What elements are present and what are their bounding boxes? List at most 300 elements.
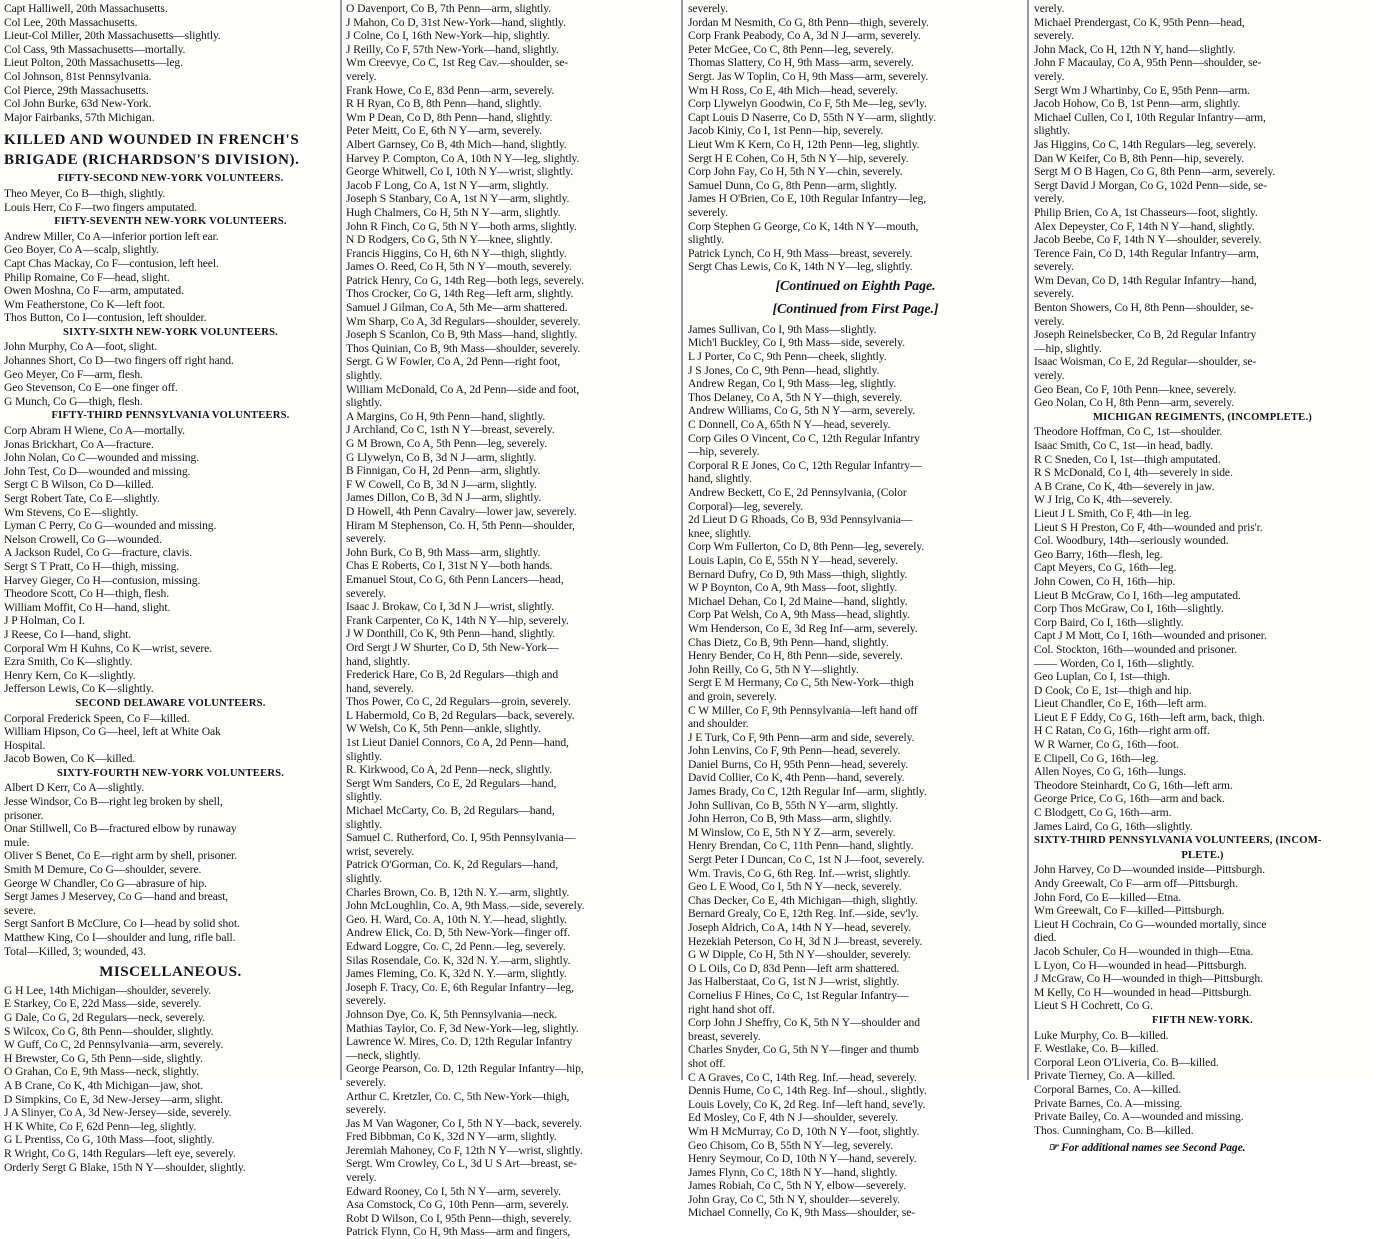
- list-item: William Moffit, Co H—hand, slight.: [4, 600, 171, 614]
- list-item: George Price, Co G, 16th—arm and back.: [1034, 792, 1225, 806]
- list-item: Thos Quinian, Co B, 9th Mass—shoulder, severely.: [346, 341, 581, 355]
- list-item: Jas Higgins, Co C, 14th Regulars—leg, severely.: [1034, 137, 1256, 151]
- list-item: E Starkey, Co E, 22d Mass—side, severely.: [4, 997, 202, 1011]
- list-item: Sergt Wm J Whartinby, Co E, 95th Penn—arm.: [1034, 83, 1250, 97]
- list-item: Patrick Lynch, Co H, 9th Mass—breast, severely.: [688, 246, 913, 260]
- list-item: Private Bailey, Co. A—wounded and missing.: [1034, 1110, 1244, 1124]
- list-item: Nelson Crowell, Co G—wounded.: [4, 532, 162, 546]
- list-item: Corp Stephen G George, Co K, 14th N Y—mouth,: [688, 219, 919, 233]
- list-item: Corp Giles O Vincent, Co C, 12th Regular Infantry: [688, 431, 920, 445]
- list-item: M Winslow, Co E, 5th N Y Z—arm, severely.: [688, 825, 896, 839]
- list-item: W J Irig, Co K, 4th—severely.: [1034, 493, 1173, 507]
- list-item: Col Cass, 9th Massachusetts—mortally.: [4, 42, 186, 56]
- list-item: hand, slightly.: [346, 654, 410, 668]
- list-item: Alex Depeyster, Co F, 14th N Y—hand, slightly.: [1034, 219, 1255, 233]
- list-item: Henry Kern, Co K—slightly.: [4, 668, 136, 682]
- list-item: Michael Dehan, Co I, 2d Maine—hand, slightly.: [688, 594, 908, 608]
- list-item: David Collier, Co K, 4th Penn—hand, severely.: [688, 771, 905, 785]
- list-item: James Dillon, Co B, 3d N J—arm, slightly.: [346, 491, 542, 505]
- list-item: verely.: [1034, 2, 1065, 15]
- list-item: Sergt H E Cohen, Co H, 5th N Y—hip, severely.: [688, 151, 909, 165]
- list-item: O L Oils, Co D, 83d Penn—left arm shattered.: [688, 961, 900, 975]
- list-item: G Dale, Co G, 2d Regulars—neck, severely.: [4, 1010, 206, 1024]
- list-item: J Reilly, Co F, 57th New-York—hand, slightly.: [346, 42, 559, 56]
- list-item: slightly.: [1034, 124, 1071, 138]
- heading-5th-ny: FIFTH NEW-YORK.: [1152, 1014, 1253, 1026]
- column-1: [0, 0, 340, 1174]
- list-item: verely.: [1034, 369, 1065, 383]
- list-item: Edward Loggre, Co. C, 2d Penn.—leg, severely.: [346, 939, 566, 953]
- list-item: Total—Killed, 3; wounded, 43.: [4, 944, 146, 958]
- section-heading-line-1: KILLED AND WOUNDED IN FRENCH'S: [4, 132, 300, 149]
- list-item: Sergt E M Hermany, Co C, 5th New-York—thigh: [688, 676, 914, 690]
- list-item: Geo Chisom, Co B, 55th N Y—leg, severely.: [688, 1138, 893, 1152]
- list-item: Wm H Ross, Co E, 4th Mich—head, severely.: [688, 83, 898, 97]
- list-item: Jacob Kiniy, Co I, 1st Penn—hip, severely.: [688, 124, 884, 138]
- list-item: Lyman C Perry, Co G—wounded and missing.: [4, 519, 217, 533]
- list-item: James Robiah, Co C, 5th N Y, elbow—severely.: [688, 1179, 907, 1193]
- list-item: Joseph Aldrich, Co A, 14th N Y—head, severely.: [688, 921, 912, 934]
- list-item: Sergt S T Pratt, Co H—thigh, missing.: [4, 559, 180, 573]
- list-item: prisoner.: [4, 808, 44, 822]
- list-michigan: [1034, 425, 1371, 833]
- list-item: Patrick Henry, Co G, 14th Reg—both legs, severely.: [346, 273, 584, 287]
- list-item: John Ford, Co E—killed—Etna.: [1034, 890, 1181, 904]
- list-item: J P Holman, Co I.: [4, 614, 85, 628]
- list-item: Lieut H Cochrain, Co G—wounded mortally, since: [1034, 917, 1267, 931]
- list-item: Mathias Taylor, Co. F, 3d New-York—leg, slightly.: [346, 1021, 579, 1035]
- list-item: Frank Howe, Co E, 83d Penn—arm, severely.: [346, 83, 555, 97]
- section-heading-line-2: BRIGADE (RICHARDSON'S DIVISION).: [4, 152, 300, 169]
- list-item: Jacob F Long, Co A, 1st N Y—arm, slightly.: [346, 178, 549, 192]
- list-item: Hezekiah Peterson, Co H, 3d N J—breast, severely.: [688, 934, 923, 948]
- list-item: James Flynn, Co C, 18th N Y—hand, slightly.: [688, 1165, 898, 1179]
- heading-66th-ny: SIXTY-SIXTH NEW-YORK VOLUNTEERS.: [62, 326, 279, 338]
- list-item: Theodore Hoffman, Co C, 1st—shoulder.: [1034, 425, 1223, 439]
- list-item: Ord Sergt J W Shurter, Co D, 5th New-York—: [346, 640, 559, 654]
- list-item: Capt Chas Mackay, Co F—contusion, left heel.: [4, 256, 219, 270]
- list-item: Wm Featherstone, Co K—left foot.: [4, 297, 166, 311]
- list-item: severe.: [4, 903, 36, 917]
- list-item: Silas Rosendale, Co. K, 32d N. Y.—arm, slightly.: [346, 953, 571, 967]
- list-item: Samuel Dunn, Co G, 8th Penn—arm, slightly.: [688, 178, 897, 192]
- list-item: Michael McCarty, Co. B, 2d Regulars—hand,: [346, 804, 555, 818]
- list-item: Harvey P. Compton, Co A, 10th N Y—leg, slightly.: [346, 151, 580, 165]
- list-item: severely.: [1034, 29, 1074, 43]
- list-item: Thomas Slattery, Co H, 9th Mass—arm, severely.: [688, 56, 914, 70]
- footer-note: ☞ For additional names see Second Page.: [1048, 1141, 1246, 1155]
- continued-from-first-page: [Continued from First Page.]: [772, 301, 939, 317]
- list-item: Joseph S Scanlon, Co B, 9th Mass—hand, slightly.: [346, 328, 578, 342]
- column-3: [684, 0, 1026, 1220]
- list-item: Col. Woodbury, 14th—seriously wounded.: [1034, 534, 1229, 548]
- heading-63rd-pa-2: PLETE.): [1181, 849, 1224, 861]
- list-item: verely.: [1034, 192, 1065, 206]
- list-item: James Sullivan, Co I, 9th Mass—slightly.: [688, 322, 877, 336]
- list-item: A B Crane, Co K, 4th—severely in jaw.: [1034, 479, 1215, 493]
- list-item: Corp Baird, Co I, 16th—slightly.: [1034, 615, 1184, 629]
- list-item: Theodore Steinhardt, Co G, 16th—left arm.: [1034, 778, 1233, 792]
- list-item: John R Finch, Co G, 5th N Y—both arms, slightly.: [346, 219, 577, 233]
- list-item: Sergt Chas Lewis, Co K, 14th N Y—leg, slightly.: [688, 260, 913, 274]
- list-item: Cornelius F Hines, Co C, 1st Regular Infantry—: [688, 988, 909, 1002]
- list-item: O Grahan, Co E, 9th Mass—neck, slightly.: [4, 1065, 199, 1079]
- list-item: Oliver S Benet, Co E—right arm by shell, prisoner.: [4, 849, 237, 863]
- list-item: Allen Noyes, Co G, 16th—lungs.: [1034, 765, 1186, 779]
- list-item: Col Lee, 20th Massachusetts.: [4, 15, 138, 29]
- list-item: J Archland, Co C, 1sth N Y—breast, severely.: [346, 423, 555, 437]
- list-item: Ezra Smith, Co K—slightly.: [4, 655, 133, 669]
- list-item: Michael Connelly, Co K, 9th Mass—shoulder, se-: [688, 1206, 915, 1220]
- list-item: Sergt Peter I Duncan, Co C, 1st N J—foot, severely.: [688, 853, 925, 867]
- list-item: Corporal Wm H Kuhns, Co K—wrist, severe.: [4, 641, 212, 655]
- list-item: Charles Snyder, Co G, 5th N Y—finger and thumb: [688, 1043, 919, 1057]
- list-item: O Davenport, Co B, 7th Penn—arm, slightly.: [346, 2, 552, 15]
- list-item: Lieut-Col Miller, 20th Massachusetts—slightly.: [4, 29, 221, 43]
- list-item: Thos Button, Co I—contusion, left shoulder.: [4, 311, 207, 325]
- list-item: A Margins, Co H, 9th Penn—hand, slightly.: [346, 409, 546, 423]
- list-item: Henry Bender, Co H, 8th Penn—side, severely.: [688, 649, 903, 663]
- list-item: Chas Dietz, Co B, 9th Penn—hand, slightly.: [688, 635, 889, 649]
- list-item: John Murphy, Co A—foot, slight.: [4, 340, 157, 354]
- list-item: Harvey Gieger, Co H—contusion, missing.: [4, 573, 201, 587]
- list-66th-ny: [4, 340, 337, 408]
- list-item: Lieut S H Cochrett, Co G.: [1034, 999, 1153, 1013]
- list-item: Philip Brien, Co A, 1st Chasseurs—foot, slightly.: [1034, 205, 1258, 219]
- list-item: Terence Fain, Co D, 14th Regular Infantry—arm,: [1034, 246, 1259, 260]
- list-item: Sergt Wm Sanders, Co E, 2d Regulars—hand,: [346, 776, 557, 790]
- list-item: —neck, slightly.: [346, 1048, 421, 1062]
- list-item: Mich'l Buckley, Co I, 9th Mass—side, severely.: [688, 336, 905, 350]
- list-item: and groin, severely.: [688, 689, 777, 703]
- list-item: A B Crane, Co K, 4th Michigan—jaw, shot.: [4, 1078, 204, 1092]
- list-item: and shoulder.: [688, 717, 749, 731]
- list-item: severely.: [688, 2, 728, 15]
- list-item: G Llywelyn, Co B, 3d N J—arm, slightly.: [346, 450, 537, 464]
- list-item: Arthur C. Kretzler, Co. C, 5th New-York—thigh,: [346, 1089, 570, 1103]
- list-item: Lieut Polton, 20th Massachusetts—leg.: [4, 56, 183, 70]
- list-2nd-del: [4, 712, 337, 766]
- list-item: Sergt. Jas W Toplin, Co H, 9th Mass—arm, severely.: [688, 69, 929, 83]
- list-item: Jas M Van Wagoner, Co I, 5th N Y—back, severely.: [346, 1116, 582, 1130]
- list-item: Theodore Scott, Co H—thigh, flesh.: [4, 587, 170, 601]
- list-item: Wm Henderson, Co E, 3d Reg Inf—arm, severely.: [688, 621, 918, 635]
- list-item: Michael Cullen, Co I, 10th Regular Infantry—arm,: [1034, 110, 1266, 124]
- list-item: Albert Garnsey, Co B, 4th Mich—hand, slightly.: [346, 137, 567, 151]
- list-item: Jas Halberstaat, Co G, 1st N J—wrist, slightly.: [688, 975, 900, 989]
- list-item: mule.: [4, 835, 30, 849]
- list-item: D Simpkins, Co E, 3d New-Jersey—arm, slight.: [4, 1092, 224, 1106]
- column-rule: [1027, 0, 1029, 1080]
- list-item: James Brady, Co C, 12th Regular Inf—arm, slightly.: [688, 785, 927, 799]
- list-item: severely.: [1034, 287, 1074, 301]
- list-item: severely.: [346, 1103, 386, 1117]
- list-item: Jeremiah Mahoney, Co F, 12th N Y—wrist, slightly.: [346, 1143, 583, 1157]
- list-item: Andrew Elick, Co. D, 5th New-York—finger off.: [346, 926, 571, 940]
- list-item: Patrick Flynn, Co H, 9th Mass—arm and fingers,: [346, 1225, 571, 1239]
- list-item: —— Worden, Co I, 16th—slightly.: [1034, 656, 1195, 670]
- list-item: slightly.: [346, 790, 383, 804]
- list-item: Capt Halliwell, 20th Massachusetts.: [4, 2, 168, 15]
- list-item: Theo Meyer, Co B—thigh, slightly.: [4, 186, 166, 200]
- list-item: Wm Creevye, Co C, 1st Reg Cav.—shoulder, se-: [346, 56, 569, 70]
- list-item: Owen Moshna, Co F—arm, amputated.: [4, 284, 184, 298]
- list-item: James O. Reed, Co H, 5th N Y—mouth, severely.: [346, 260, 572, 274]
- list-item: severely.: [346, 1075, 386, 1089]
- list-item: Charles Brown, Co. B, 12th N. Y.—arm, slightly.: [346, 885, 570, 899]
- list-item: Corp John J Sheffry, Co K, 5th N Y—shoulder and: [688, 1016, 920, 1030]
- list-item: Geo Stevenson, Co E—one finger off.: [4, 381, 178, 395]
- list-item: Chas Decker, Co E, 4th Michigan—thigh, slightly.: [688, 893, 918, 907]
- list-item: Philip Romaine, Co F—head, slight.: [4, 270, 170, 284]
- column-4: [1030, 0, 1374, 1155]
- list-item: 2d Lieut D G Rhoads, Co B, 93d Pennsylvania—: [688, 513, 913, 527]
- list-item: John Burk, Co B, 9th Mass—arm, slightly.: [346, 545, 541, 559]
- list-item: Emanuel Stout, Co G, 6th Penn Lancers—head,: [346, 572, 564, 586]
- list-item: Col John Burke, 63d New-York.: [4, 97, 152, 111]
- list-item: A Jackson Rudel, Co G—fracture, clavis.: [4, 546, 192, 560]
- list-item: severely.: [346, 586, 386, 600]
- list-item: 1st Lieut Daniel Connors, Co A, 2d Penn—hand,: [346, 736, 569, 750]
- list-item: L J Porter, Co C, 9th Penn—cheek, slightly.: [688, 350, 887, 364]
- list-item: Sergt Sanfort B McClure, Co I—head by solid shot.: [4, 917, 240, 931]
- list-item: Albert D Kerr, Co A—slightly.: [4, 781, 145, 795]
- list-item: George Pearson, Co. D, 12th Regular Infantry—hip,: [346, 1062, 584, 1076]
- heading-miscellaneous: MISCELLANEOUS.: [99, 964, 242, 981]
- list-item: Benton Showers, Co H, 8th Penn—shoulder, se-: [1034, 301, 1254, 315]
- list-item: Corporal Frederick Speen, Co F—killed.: [4, 711, 190, 725]
- list-item: J A Slinyer, Co A, 3d New-Jersey—side, severely.: [4, 1106, 232, 1120]
- list-item: wrist, severely.: [346, 844, 415, 858]
- list-item: Patrick O'Gorman, Co. K, 2d Regulars—hand,: [346, 858, 559, 872]
- list-item: R. Kirkwood, Co A, 2d Penn—neck, slightly.: [346, 763, 552, 777]
- list-item: —hip, slightly.: [1034, 341, 1102, 355]
- list-item: C W Miller, Co F, 9th Pennsylvania—left hand off: [688, 703, 918, 717]
- list-item: —hip, severely.: [688, 445, 760, 459]
- list-item: W P Boynton, Co A, 9th Mass—foot, slightly.: [688, 581, 898, 595]
- list-item: Wm Greewalt, Co F—killed—Pittsburgh.: [1034, 904, 1225, 918]
- list-item: William Hipson, Co G—heel, left at White Oak: [4, 725, 221, 739]
- list-item: John Test, Co D—wounded and missing.: [4, 464, 191, 478]
- list-item: Michael Prendergast, Co K, 95th Penn—head,: [1034, 15, 1245, 29]
- list-item: James H O'Brien, Co E, 10th Regular Infantry—leg,: [688, 192, 927, 206]
- list-item: Sergt Robert Tate, Co E—slightly.: [4, 492, 160, 505]
- list-item: R C Sneden, Co I, 1st—thigh amputated.: [1034, 452, 1221, 466]
- list-item: severely.: [346, 994, 386, 1008]
- list-item: Sergt James J Meservey, Co G—hand and breast,: [4, 890, 229, 904]
- list-item: Joseph F. Tracy, Co. E, 6th Regular Infantry—leg,: [346, 980, 574, 994]
- list-item: Luke Murphy, Co. B—killed.: [1034, 1028, 1169, 1042]
- list-item: knee, slightly.: [688, 526, 752, 540]
- list-col4-top: [1034, 2, 1371, 410]
- list-item: Robt D Wilson, Co I, 95th Penn—thigh, severely.: [346, 1211, 572, 1225]
- list-item: R H Ryan, Co B, 8th Penn—hand, slightly.: [346, 97, 542, 111]
- heading-52nd-ny: FIFTY-SECOND NEW-YORK VOLUNTEERS.: [57, 173, 284, 185]
- list-item: Louis Lapin, Co E, 55th N Y—head, severely.: [688, 553, 898, 567]
- list-item: Asa Comstock, Co G, 10th Penn—arm, severely.: [346, 1198, 569, 1212]
- list-item: verely.: [1034, 314, 1065, 328]
- list-item: Corp Thos McGraw, Co I, 16th—slightly.: [1034, 602, 1224, 616]
- list-item: Peter Meitt, Co E, 6th N Y—arm, severely.: [346, 124, 542, 138]
- list-item: Orderly Sergt G Blake, 15th N Y—shoulder, slightly.: [4, 1160, 246, 1174]
- list-item: Wm Sharp, Co A, 3d Regulars—shoulder, severely.: [346, 314, 581, 328]
- list-item: Daniel Burns, Co H, 95th Penn—head, severely.: [688, 757, 909, 771]
- list-top: [4, 2, 337, 124]
- list-item: Geo L E Wood, Co I, 5th N Y—neck, severely.: [688, 880, 902, 894]
- list-item: Samuel C. Rutherford, Co. I, 95th Pennsylvania—: [346, 831, 576, 845]
- list-item: John Sullivan, Co B, 55th N Y—arm, slightly.: [688, 798, 898, 812]
- list-col3-bottom: [688, 323, 1023, 1220]
- list-item: Louis Herr, Co F—two fingers amputated.: [4, 200, 198, 214]
- list-item: Private Barnes, Co. A—missing.: [1034, 1096, 1183, 1110]
- list-item: Wm Stevens, Co E—slightly.: [4, 505, 139, 519]
- list-item: Lieut Chandler, Co E, 16th—left arm.: [1034, 697, 1207, 711]
- list-item: N D Rodgers, Co G, 5th N Y—knee, slightly.: [346, 233, 553, 247]
- list-item: Sergt. G W Fowler, Co A, 2d Penn—right foot,: [346, 355, 561, 369]
- list-item: Jacob Schuler, Co H—wounded in thigh—Etna.: [1034, 944, 1254, 958]
- list-item: Jesse Windsor, Co B—right leg broken by shell,: [4, 795, 223, 809]
- list-item: Corp Abram H Wiene, Co A—mortally.: [4, 424, 185, 438]
- list-item: Johnson Dye, Co. K, 5th Pennsylvania—neck.: [346, 1007, 558, 1021]
- list-item: Thos Power, Co C, 2d Regulars—groin, severely.: [346, 695, 571, 709]
- list-item: W Guff, Co C, 2d Pennsylvania—arm, severely.: [4, 1038, 224, 1052]
- list-item: hand, slightly.: [688, 472, 752, 486]
- list-item: Wm H McMurray, Co D, 10th N Y—foot, slightly.: [688, 1124, 920, 1138]
- list-item: D Cook, Co E, 1st—thigh and hip.: [1034, 683, 1192, 697]
- list-item: Lieut E F Eddy, Co G, 16th—left arm, back, thigh.: [1034, 710, 1265, 724]
- list-item: G Munch, Co G—thigh, flesh.: [4, 394, 143, 408]
- list-item: C Blodgett, Co G, 16th—arm.: [1034, 806, 1172, 820]
- list-item: severely.: [1034, 260, 1074, 274]
- list-item: Hugh Chalmers, Co H, 5th N Y—arm, slightly.: [346, 205, 561, 219]
- list-item: Bernard Grealy, Co E, 12th Reg. Inf.—side, sev'ly.: [688, 907, 919, 921]
- list-item: Henry Brendan, Co C, 11th Penn—hand, slightly.: [688, 839, 914, 853]
- list-item: Geo Barry, 16th—flesh, leg.: [1034, 547, 1163, 561]
- list-item: John Harvey, Co D—wounded inside—Pittsburgh.: [1034, 863, 1266, 877]
- list-item: verely.: [346, 69, 377, 83]
- list-item: Jordan M Nesmith, Co G, 8th Penn—thigh, severely.: [688, 15, 929, 29]
- list-item: James Fleming, Co. K, 32d N. Y.—arm, slightly.: [346, 967, 567, 981]
- list-item: slightly.: [346, 749, 383, 763]
- list-miscellaneous: [4, 984, 337, 1174]
- list-item: John Reilly, Co G, 5th N Y—slightly.: [688, 662, 859, 676]
- list-item: slightly.: [346, 396, 383, 410]
- list-item: W R Warner, Co G, 16th—foot.: [1034, 738, 1179, 752]
- list-item: Sergt. Wm Crowley, Co L, 3d U S Art—breast, se-: [346, 1157, 577, 1171]
- heading-2nd-del: SECOND DELAWARE VOLUNTEERS.: [75, 697, 266, 709]
- list-57th-ny: [4, 230, 337, 325]
- list-item: John Lenvins, Co F, 9th Penn—head, severely.: [688, 744, 901, 758]
- list-item: D Howell, 4th Penn Cavalry—lower jaw, severely.: [346, 504, 577, 518]
- list-item: C A Graves, Co C, 14th Reg. Inf.—head, severely.: [688, 1070, 917, 1084]
- list-item: Corp Frank Peabody, Co A, 3d N J—arm, severely.: [688, 29, 921, 43]
- list-item: verely.: [346, 1171, 377, 1185]
- list-item: severely.: [688, 205, 728, 219]
- list-item: Capt J M Mott, Co I, 16th—wounded and prisoner.: [1034, 629, 1267, 643]
- list-item: Corporal Leon O'Liveria, Co. B—killed.: [1034, 1055, 1219, 1069]
- list-item: Geo Nolan, Co H, 8th Penn—arm, severely.: [1034, 396, 1235, 410]
- list-item: John Herron, Co B, 9th Mass—arm, slightly.: [688, 812, 892, 826]
- list-item: R S McDonald, Co I, 4th—severely in side.: [1034, 466, 1233, 480]
- list-item: Frank Carpenter, Co K, 14th N Y—hip, severely.: [346, 613, 569, 627]
- list-item: Wm P Dean, Co D, 8th Penn—hand, slightly.: [346, 110, 553, 124]
- list-5th-ny: [1034, 1029, 1371, 1138]
- list-item: G H Lee, 14th Michigan—shoulder, severely.: [4, 983, 212, 997]
- list-item: Capt Meyers, Co G, 16th—leg.: [1034, 561, 1177, 575]
- list-item: Geo. H. Ward, Co. A, 10th N. Y.—head, slightly.: [346, 912, 568, 926]
- column-2: [342, 0, 680, 1239]
- heading-63rd-pa-1: SIXTY-THIRD PENNSYLVANIA VOLUNTEERS, (INCOM-: [1034, 835, 1322, 847]
- list-item: Capt Louis D Naserre, Co D, 55th N Y—arm, slightly.: [688, 110, 936, 124]
- list-item: H Brewster, Co G, 5th Penn—side, slightly.: [4, 1051, 203, 1065]
- heading-53rd-pa: FIFTY-THIRD PENNSYLVANIA VOLUNTEERS.: [51, 410, 290, 422]
- list-item: Matthew King, Co I—shoulder and lung, rifle ball.: [4, 931, 236, 944]
- list-item: Andy Greewalt, Co F—arm off—Pittsburgh.: [1034, 877, 1238, 890]
- list-item: Col. Stockton, 16th—wounded and prisoner.: [1034, 642, 1237, 656]
- list-item: Jonas Brickhart, Co A—fracture.: [4, 437, 154, 451]
- list-item: Francis Higgins, Co H, 6th N Y—thigh, slightly.: [346, 246, 567, 260]
- list-item: S Wilcox, Co G, 8th Penn—shoulder, slightly.: [4, 1024, 214, 1038]
- list-item: died.: [1034, 931, 1057, 945]
- list-item: G M Brown, Co A, 5th Penn—leg, severely.: [346, 437, 548, 450]
- list-item: Edward Rooney, Co I, 5th N Y—arm, severely.: [346, 1184, 561, 1198]
- list-item: Louis Lovely, Co K, 2d Reg. Inf—left hand, seve'ly.: [688, 1097, 926, 1111]
- list-item: Sergt C B Wilson, Co D—killed.: [4, 478, 154, 492]
- list-item: Lieut S H Preston, Co F, 4th—wounded and pris'r.: [1034, 520, 1263, 534]
- heading-57th-ny: FIFTY-SEVENTH NEW-YORK VOLUNTEERS.: [54, 216, 287, 228]
- list-item: slightly.: [346, 872, 383, 885]
- list-item: Corp Llywelyn Goodwin, Co F, 5th Me—leg, sev'ly.: [688, 97, 927, 111]
- list-item: Frederick Hare, Co B, 2d Regulars—thigh and: [346, 668, 559, 682]
- list-item: Col Pierce, 29th Massachusetts.: [4, 83, 149, 97]
- list-item: William McDonald, Co A, 2d Penn—side and foot,: [346, 382, 580, 396]
- list-item: Geo Meyer, Co F—arm, flesh.: [4, 367, 143, 381]
- list-item: Thos Delaney, Co A, 5th N Y—thigh, severely.: [688, 390, 903, 404]
- list-item: Andrew Beckett, Co E, 2d Pennsylvania, (Color: [688, 486, 907, 499]
- list-item: Thos Crocker, Co G, 14th Reg—left arm, slightly.: [346, 287, 574, 301]
- list-item: Corporal)—leg, severely.: [688, 499, 803, 513]
- list-item: Onar Stillwell, Co B—fractured elbow by runaway: [4, 822, 237, 836]
- list-item: Sergt David J Morgan, Co G, 102d Penn—side, se-: [1034, 178, 1267, 192]
- list-item: E Clipell, Co G, 16th—leg.: [1034, 751, 1159, 765]
- list-item: R Wright, Co G, 14th Regulars—left eye, severely.: [4, 1146, 236, 1160]
- continued-on-eighth-page: [Continued on Eighth Page.: [775, 278, 936, 294]
- list-item: F W Cowell, Co B, 3d N J—arm, slightly.: [346, 477, 537, 491]
- list-item: Andrew Miller, Co A—inferior portion left ear.: [4, 229, 219, 243]
- list-item: Johannes Short, Co D—two fingers off right hand.: [4, 354, 234, 368]
- list-item: Joseph S Stanbary, Co A, 1st N Y—arm, slightly.: [346, 192, 570, 206]
- list-item: James Laird, Co G, 16th—slightly.: [1034, 819, 1193, 833]
- list-item: slightly.: [688, 233, 725, 247]
- list-64th-ny: [4, 781, 337, 958]
- list-col3-top: [688, 2, 1023, 274]
- list-item: Corp John Fay, Co H, 5th N Y—chin, severely.: [688, 165, 903, 179]
- list-item: Joseph Reinelsbecker, Co B, 2d Regular Infantry: [1034, 328, 1257, 342]
- list-item: J Reese, Co I—hand, slight.: [4, 627, 132, 641]
- list-item: Private Tierney, Co. A—killed.: [1034, 1069, 1176, 1083]
- list-63rd-pa: [1034, 863, 1371, 1013]
- list-item: G L Prentiss, Co G, 10th Mass—foot, slightly.: [4, 1133, 215, 1147]
- list-item: John Nolan, Co C—wounded and missing.: [4, 451, 200, 465]
- list-item: Geo Luplan, Co I, 1st—thigh.: [1034, 670, 1170, 684]
- list-item: John Gray, Co C, 5th N Y, shoulder—severely.: [688, 1192, 901, 1206]
- column-rule: [681, 0, 683, 1080]
- list-item: Ed Mosley, Co F, 4th N J—shoulder, severely.: [688, 1111, 899, 1125]
- list-item: severely.: [346, 532, 386, 546]
- list-item: Andrew Regan, Co I, 9th Mass—leg, slightly.: [688, 377, 897, 391]
- list-item: Andrew Williams, Co G, 5th N Y—arm, severely.: [688, 404, 916, 418]
- list-item: J Mahon, Co D, 31st New-York—hand, slightly.: [346, 15, 566, 29]
